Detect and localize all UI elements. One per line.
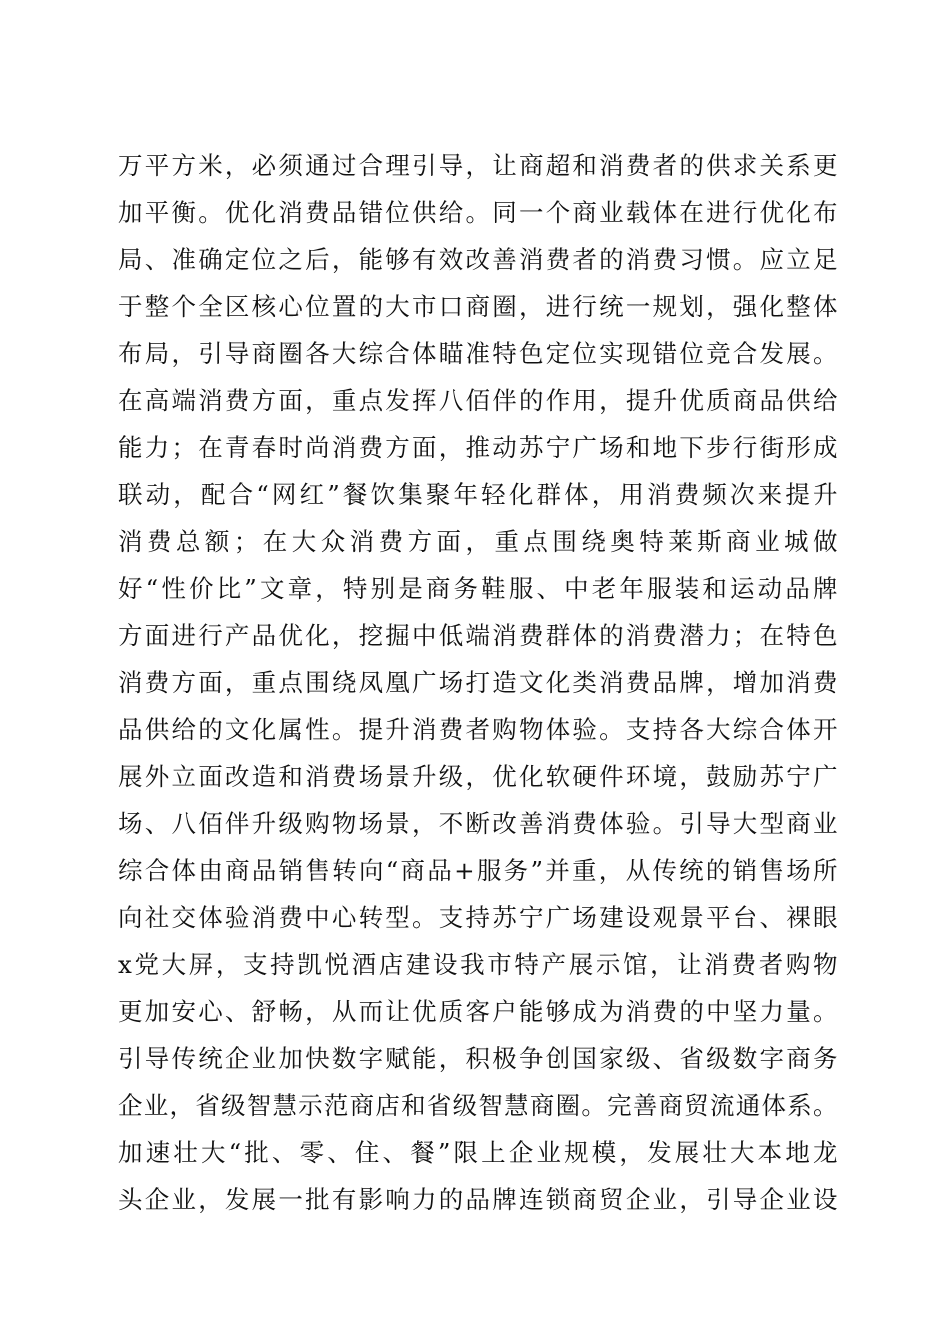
text-line: 加速壮大“批、零、住、餐”限上企业规模，发展壮大本地龙: [118, 1138, 838, 1167]
text-line: 消费方面，重点围绕凤凰广场打造文化类消费品牌，增加消费: [118, 668, 838, 697]
text-line: 万平方米，必须通过合理引导，让商超和消费者的供求关系更: [118, 151, 838, 180]
text-line: 局、准确定位之后，能够有效改善消费者的消费习惯。应立足: [118, 245, 838, 274]
text-line: 于整个全区核心位置的大市口商圈，进行统一规划，强化整体: [118, 292, 838, 321]
text-line: 引导传统企业加快数字赋能，积极争创国家级、省级数字商务: [118, 1044, 838, 1073]
body-paragraph: [118, 142, 838, 1223]
text-line: 好“性价比”文章，特别是商务鞋服、中老年服装和运动品牌: [118, 574, 838, 603]
text-line: 消费总额；在大众消费方面，重点围绕奥特莱斯商业城做: [118, 527, 838, 556]
text-line: 品供给的文化属性。提升消费者购物体验。支持各大综合体开: [118, 715, 838, 744]
text-line: 能力；在青春时尚消费方面，推动苏宁广场和地下步行街形成: [118, 433, 838, 462]
text-line: 头企业，发展一批有影响力的品牌连锁商贸企业，引导企业设: [118, 1185, 838, 1214]
text-line: 在高端消费方面，重点发挥八佰伴的作用，提升优质商品供给: [118, 386, 838, 415]
text-line: 场、八佰伴升级购物场景，不断改善消费体验。引导大型商业: [118, 809, 838, 838]
text-line: 更加安心、舒畅，从而让优质客户能够成为消费的中坚力量。: [118, 997, 838, 1026]
text-line: 方面进行产品优化，挖掘中低端消费群体的消费潜力；在特色: [118, 621, 838, 650]
text-line: 综合体由商品销售转向“商品+服务”并重，从传统的销售场所: [118, 856, 838, 885]
text-line: x党大屏，支持凯悦酒店建设我市特产展示馆，让消费者购物: [118, 950, 838, 979]
text-line: 企业，省级智慧示范商店和省级智慧商圈。完善商贸流通体系。: [118, 1091, 838, 1120]
text-line: 布局，引导商圈各大综合体瞄准特色定位实现错位竞合发展。: [118, 339, 838, 368]
text-line: 联动，配合“网红”餐饮集聚年轻化群体，用消费频次来提升: [118, 480, 838, 509]
text-line: 向社交体验消费中心转型。支持苏宁广场建设观景平台、裸眼: [118, 903, 838, 932]
text-line: 加平衡。优化消费品错位供给。同一个商业载体在进行优化布: [118, 198, 838, 227]
text-line: 展外立面改造和消费场景升级，优化软硬件环境，鼓励苏宁广: [118, 762, 838, 791]
